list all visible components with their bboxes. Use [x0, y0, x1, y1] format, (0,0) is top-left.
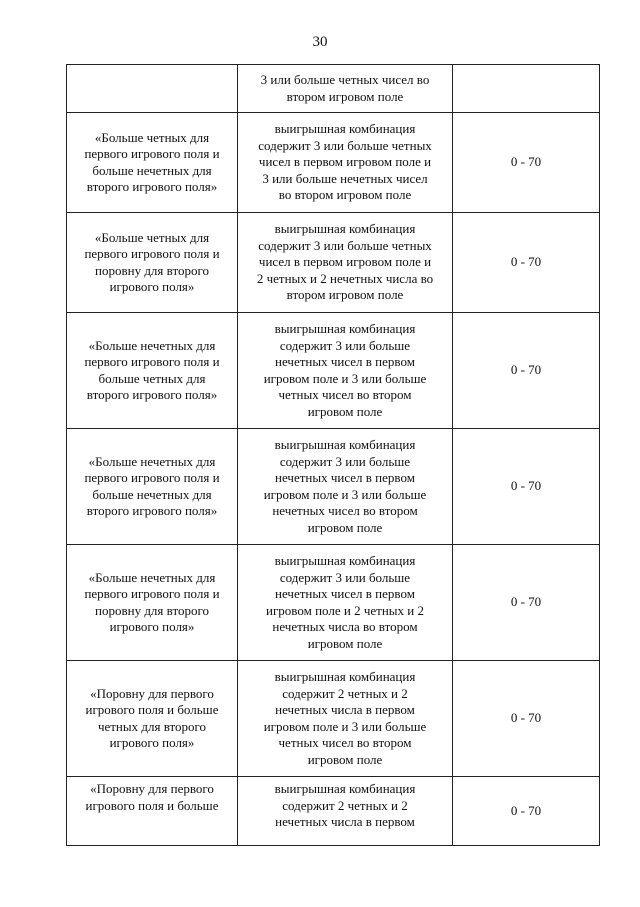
text-line: первого игрового поля и	[84, 246, 220, 261]
text-line: «Больше нечетных для	[88, 453, 216, 469]
value-cell: 0 - 70	[453, 429, 600, 545]
text-line: содержит 2 четных и 2	[282, 685, 408, 701]
bet-name-cell	[67, 429, 238, 545]
winning-condition-cell	[238, 545, 453, 661]
text-line: во втором игровом поле	[278, 187, 412, 203]
text-line: поровну для второго	[95, 602, 209, 618]
text-line: игровом поле	[307, 403, 383, 419]
bet-name-cell	[67, 545, 238, 661]
winning-condition-cell	[238, 213, 453, 313]
text-line: выигрышная комбинация	[274, 221, 416, 237]
text-line: 3 или больше четных чисел во	[260, 72, 430, 87]
text-line: игрового поля»	[109, 279, 195, 294]
text-line: игровом поле и 3 или больше	[263, 370, 427, 386]
text-line: игрового поля и больше	[85, 797, 219, 813]
text-line: первого игрового поля и	[84, 470, 220, 485]
text-line: «Поровну для первого	[90, 685, 214, 701]
bet-name-cell	[67, 65, 238, 113]
winning-condition-cell	[238, 429, 453, 545]
text-line: выигрышная комбинация	[274, 437, 416, 452]
text-line: первого игрового поля и	[84, 354, 220, 369]
text-line: больше нечетных для	[92, 162, 212, 178]
text-line: 3 или больше нечетных чисел	[262, 170, 428, 186]
winning-condition-cell	[238, 661, 453, 777]
text-line: втором игровом поле	[286, 88, 404, 104]
table-row	[67, 213, 600, 313]
text-line: игровом поле и 3 или больше	[263, 718, 427, 734]
text-line: содержит 3 или больше четных	[258, 237, 432, 253]
table-row	[67, 661, 600, 777]
winning-condition-cell	[238, 777, 453, 846]
text-line: нечетных числа в первом	[275, 702, 415, 717]
text-line: нечетных числа в первом	[275, 814, 415, 829]
text-line: первого игрового поля и	[84, 586, 220, 601]
text-line: игровом поле	[307, 519, 383, 535]
bet-name-cell	[67, 213, 238, 313]
value-cell	[453, 65, 600, 113]
winning-condition-cell	[238, 65, 453, 113]
text-line: больше нечетных для	[92, 486, 212, 502]
text-line: игрового поля и больше	[85, 702, 219, 717]
text-line: игровом поле	[307, 635, 383, 651]
text-line: содержит 3 или больше	[279, 569, 411, 585]
winning-condition-cell	[238, 113, 453, 213]
text-line: «Больше нечетных для	[88, 337, 216, 353]
text-line: выигрышная комбинация	[274, 321, 416, 336]
bet-name-cell	[67, 661, 238, 777]
text-line: нечетных чисел в первом	[275, 586, 415, 601]
text-line: выигрышная комбинация	[274, 781, 416, 796]
table-row	[67, 65, 600, 113]
bet-types-table	[66, 64, 600, 846]
text-line: четных для второго	[97, 718, 207, 734]
text-line: игровом поле и 2 четных и 2	[266, 602, 424, 618]
text-line: игрового поля»	[109, 735, 195, 750]
text-line: игровом поле и 3 или больше	[263, 486, 427, 502]
text-line: игровом поле	[307, 751, 383, 767]
table-row	[67, 113, 600, 213]
text-line: второго игрового поля»	[86, 179, 218, 194]
text-line: поровну для второго	[95, 262, 209, 278]
text-line: игрового поля»	[109, 619, 195, 634]
text-line: больше четных для	[98, 370, 206, 386]
table-row	[67, 777, 600, 846]
text-line: чисел в первом игровом поле и	[258, 154, 432, 170]
table-row	[67, 313, 600, 429]
table-row	[67, 545, 600, 661]
text-line: нечетных чисел в первом	[275, 470, 415, 485]
value-cell: 0 - 70	[453, 545, 600, 661]
value-cell: 0 - 70	[453, 777, 600, 846]
text-line: чисел в первом игровом поле и	[258, 254, 432, 270]
text-line: «Больше четных для	[94, 129, 210, 145]
page-number: 30	[312, 34, 328, 50]
text-line: «Больше четных для	[94, 229, 210, 245]
value-cell: 0 - 70	[453, 113, 600, 213]
text-line: выигрышная комбинация	[274, 553, 416, 568]
value-cell: 0 - 70	[453, 313, 600, 429]
text-line: второго игрового поля»	[86, 503, 218, 518]
text-line: нечетных чисел во втором	[272, 503, 418, 518]
text-line: содержит 3 или больше	[279, 337, 411, 353]
text-line: содержит 3 или больше четных	[258, 137, 432, 153]
text-line: выигрышная комбинация	[274, 121, 416, 137]
bet-name-cell	[67, 777, 238, 846]
winning-condition-cell	[238, 313, 453, 429]
text-line: нечетных чисел в первом	[275, 354, 415, 369]
bet-name-cell	[67, 313, 238, 429]
text-line: второго игрового поля»	[86, 387, 218, 402]
text-line: содержит 3 или больше	[279, 453, 411, 469]
text-line: выигрышная комбинация	[274, 669, 416, 684]
text-line: четных чисел во втором	[278, 387, 412, 402]
value-cell: 0 - 70	[453, 213, 600, 313]
table-row	[67, 429, 600, 545]
text-line: втором игровом поле	[286, 287, 404, 303]
value-cell: 0 - 70	[453, 661, 600, 777]
text-line: первого игрового поля и	[84, 146, 220, 161]
bet-name-cell	[67, 113, 238, 213]
text-line: «Больше нечетных для	[88, 569, 216, 585]
text-line: 2 четных и 2 нечетных числа во	[256, 270, 434, 286]
text-line: «Поровну для первого	[90, 781, 214, 796]
text-line: содержит 2 четных и 2	[282, 797, 408, 813]
text-line: нечетных числа во втором	[272, 619, 418, 634]
text-line: четных чисел во втором	[278, 735, 412, 750]
